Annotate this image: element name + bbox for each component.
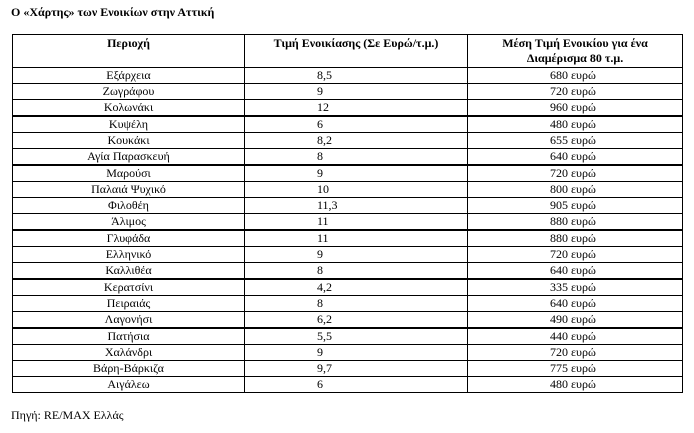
table-row: [13, 247, 683, 263]
cell-area: Φιλοθέη: [13, 198, 245, 214]
cell-rate: 8: [245, 263, 468, 280]
cell-rate: 9: [245, 345, 468, 361]
rent-table: [12, 34, 683, 393]
cell-area: Ζωγράφου: [13, 84, 245, 100]
cell-average-rent: 905 ευρώ: [468, 198, 683, 214]
cell-average-rent: 640 ευρώ: [468, 263, 683, 280]
cell-area: Πειραιάς: [13, 296, 245, 312]
cell-area: Γλυφάδα: [13, 230, 245, 247]
cell-rate: 9: [245, 84, 468, 100]
header-average-rent: Μέση Τιμή Ενοικίου για ένα Διαμέρισμα 80 τ.μ.: [468, 35, 683, 68]
cell-average-rent: 720 ευρώ: [468, 345, 683, 361]
table-row: [13, 133, 683, 149]
table-header-row: [13, 35, 683, 68]
cell-area: Ελληνικό: [13, 247, 245, 263]
cell-area: Κερατσίνι: [13, 279, 245, 296]
cell-average-rent: 960 ευρώ: [468, 100, 683, 117]
cell-average-rent: 880 ευρώ: [468, 230, 683, 247]
table-row: [13, 214, 683, 231]
cell-area: Εξάρχεια: [13, 68, 245, 84]
cell-area: Βάρη-Βάρκιζα: [13, 361, 245, 377]
document-title: Ο «Χάρτης» των Ενοικίων στην Αττική: [11, 5, 215, 19]
table-row: [13, 182, 683, 198]
table-row: [13, 328, 683, 345]
table-row: [13, 296, 683, 312]
cell-average-rent: 440 ευρώ: [468, 328, 683, 345]
cell-rate: 11,3: [245, 198, 468, 214]
cell-rate: 8,2: [245, 133, 468, 149]
cell-area: Καλλιθέα: [13, 263, 245, 280]
cell-rate: 8: [245, 296, 468, 312]
cell-average-rent: 680 ευρώ: [468, 68, 683, 84]
cell-average-rent: 655 ευρώ: [468, 133, 683, 149]
cell-average-rent: 800 ευρώ: [468, 182, 683, 198]
cell-rate: 12: [245, 100, 468, 117]
table-row: [13, 165, 683, 182]
cell-area: Πατήσια: [13, 328, 245, 345]
table-row: [13, 100, 683, 117]
cell-rate: 10: [245, 182, 468, 198]
cell-area: Λαγονήσι: [13, 312, 245, 329]
cell-average-rent: 720 ευρώ: [468, 247, 683, 263]
cell-rate: 6: [245, 116, 468, 133]
cell-area: Αιγάλεω: [13, 377, 245, 393]
source-note: Πηγή: RE/MAX Ελλάς: [11, 408, 124, 422]
cell-area: Χαλάνδρι: [13, 345, 245, 361]
cell-area: Κυψέλη: [13, 116, 245, 133]
cell-average-rent: 880 ευρώ: [468, 214, 683, 231]
table-row: [13, 345, 683, 361]
cell-average-rent: 335 ευρώ: [468, 279, 683, 296]
cell-rate: 9: [245, 247, 468, 263]
table-row: [13, 263, 683, 280]
cell-rate: 11: [245, 230, 468, 247]
cell-average-rent: 640 ευρώ: [468, 296, 683, 312]
cell-rate: 11: [245, 214, 468, 231]
table-row: [13, 84, 683, 100]
cell-area: Κουκάκι: [13, 133, 245, 149]
table-row: [13, 312, 683, 329]
table-row: [13, 149, 683, 166]
table-row: [13, 68, 683, 84]
table-row: [13, 116, 683, 133]
cell-rate: 9: [245, 165, 468, 182]
header-rate: Τιμή Ενοικίασης (Σε Ευρώ/τ.μ.): [245, 35, 468, 68]
table-row: [13, 198, 683, 214]
cell-average-rent: 490 ευρώ: [468, 312, 683, 329]
cell-average-rent: 480 ευρώ: [468, 116, 683, 133]
cell-area: Κολωνάκι: [13, 100, 245, 117]
cell-area: Άλιμος: [13, 214, 245, 231]
table-row: [13, 230, 683, 247]
cell-area: Αγία Παρασκευή: [13, 149, 245, 166]
cell-average-rent: 480 ευρώ: [468, 377, 683, 393]
cell-average-rent: 720 ευρώ: [468, 165, 683, 182]
cell-average-rent: 640 ευρώ: [468, 149, 683, 166]
table-row: [13, 377, 683, 393]
table-row: [13, 361, 683, 377]
cell-rate: 9,7: [245, 361, 468, 377]
cell-rate: 8,5: [245, 68, 468, 84]
cell-rate: 4,2: [245, 279, 468, 296]
cell-rate: 6,2: [245, 312, 468, 329]
cell-average-rent: 775 ευρώ: [468, 361, 683, 377]
cell-rate: 8: [245, 149, 468, 166]
cell-average-rent: 720 ευρώ: [468, 84, 683, 100]
cell-area: Παλαιά Ψυχικό: [13, 182, 245, 198]
cell-rate: 5,5: [245, 328, 468, 345]
cell-area: Μαρούσι: [13, 165, 245, 182]
header-area: Περιοχή: [13, 35, 245, 68]
cell-rate: 6: [245, 377, 468, 393]
table-row: [13, 279, 683, 296]
